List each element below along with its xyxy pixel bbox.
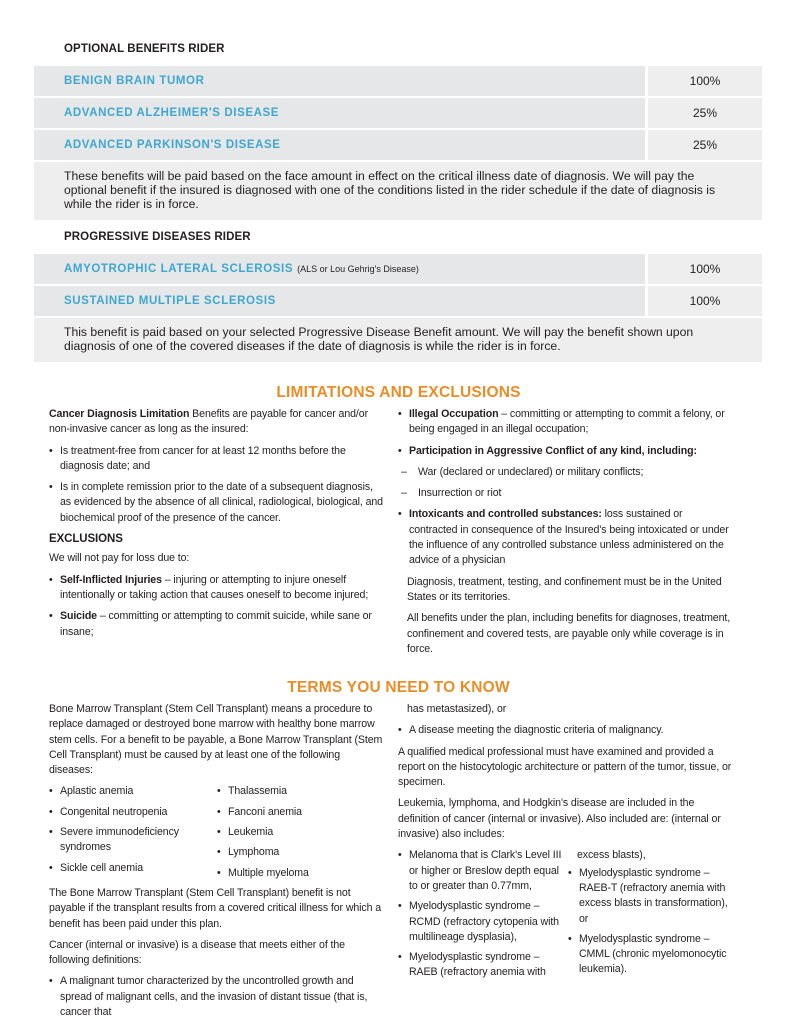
list-item — [398, 407, 733, 438]
terms-left-column — [49, 702, 385, 1024]
benefit-row — [34, 98, 762, 128]
exclusion-text: loss sustained or contracted in consequence of the Insured's being intoxicated or under the influence of any controlled substance unless administered on the advice of a physician — [409, 508, 729, 567]
list-item: • Leukemia — [217, 825, 385, 840]
included-conditions-list — [398, 848, 733, 985]
progressive-rider-note: This benefit is paid based on your selected Progressive Disease Benefit amount. We will pay the benefit shown upon diagnosis of one of the covered diseases if the date of diagnosis is while the rider is in force. — [34, 318, 762, 362]
qualified-professional: A qualified medical professional must have examined and provided a report on the histocytologic architecture or pattern of the tumor, tissue, or specimen. — [398, 745, 732, 789]
coverage-text: All benefits under the plan, including benefits for diagnoses, treatment, confinement and covered tests, are payable only while coverage is in force. — [407, 612, 731, 655]
terms-title: TERMS YOU NEED TO KNOW — [287, 679, 510, 696]
benefit-name: ADVANCED PARKINSON'S DISEASE — [34, 130, 645, 160]
benefit-percent: 100% — [648, 66, 762, 96]
list-item — [398, 444, 733, 459]
benefit-percent: 100% — [648, 254, 762, 284]
list-item: • Thalassemia — [217, 784, 385, 799]
list-item: • Multiple myeloma — [217, 866, 385, 881]
sub-list-item: – War (declared or undeclared) or military conflicts; — [398, 465, 733, 480]
benefit-percent: 100% — [648, 286, 762, 316]
exclusion-heading: Illegal Occupation — [409, 408, 499, 420]
limitations-right-column — [398, 407, 733, 663]
cancer-limitation-heading: Cancer Diagnosis Limitation — [49, 408, 190, 420]
limitations-title: LIMITATIONS AND EXCLUSIONS — [276, 384, 521, 401]
exclusions-heading: EXCLUSIONS — [49, 533, 123, 546]
optional-rider-note: These benefits will be paid based on the face amount in effect on the critical illness date of diagnosis. We will pay the optional benefit if the insured is diagnosed with one of the conditions listed in the rider schedule if the date of diagnosis is while the rider is in force. — [34, 162, 762, 220]
leukemia-definition: Leukemia, lymphoma, and Hodgkin's disease are included in the definition of cancer (internal or invasive). Also included are: (internal or invasive) also includes: — [398, 797, 721, 841]
list-item: • Myelodysplastic syndrome – RAEB (refractory anemia with — [398, 950, 562, 981]
list-item: • Aplastic anemia — [49, 784, 217, 799]
bmt-not-payable: The Bone Marrow Transplant (Stem Cell Transplant) benefit is not payable if the transplant results from a covered critical illness for which a benefit has been paid under this plan. — [49, 886, 382, 930]
benefit-name: BENIGN BRAIN TUMOR — [34, 66, 645, 96]
benefit-name-text: AMYOTROPHIC LATERAL SCLEROSIS — [64, 263, 294, 275]
list-item: • Severe immunodeficiency syndromes — [49, 825, 217, 856]
sub-list-item: – Insurrection or riot — [398, 486, 733, 501]
exclusion-text: – committing or attempting to commit a felony, or being engaged in an illegal occupation; — [409, 408, 725, 436]
bmt-disease-list — [49, 784, 385, 885]
exclusion-text: – committing or attempting to commit suicide, while sane or insane; — [60, 610, 372, 638]
benefit-name-suffix: (ALS or Lou Gehrig's Disease) — [297, 264, 419, 274]
benefit-name — [34, 254, 645, 284]
cancer-definition: Cancer (internal or invasive) is a disease that meets either of the following definitions: — [49, 938, 345, 967]
list-item: • Myelodysplastic syndrome – RAEB-T (refractory anemia with excess blasts in transformation), or — [568, 866, 728, 927]
exclusion-heading: Intoxicants and controlled substances: — [409, 508, 602, 521]
benefit-percent: 25% — [648, 130, 762, 160]
list-item: • A disease meeting the diagnostic criteria of malignancy. — [398, 723, 733, 738]
benefit-name: SUSTAINED MULTIPLE SCLEROSIS — [34, 286, 645, 316]
list-item: • Myelodysplastic syndrome – CMML (chronic myelomonocytic leukemia). — [568, 932, 728, 978]
optional-rider-title: OPTIONAL BENEFITS RIDER — [64, 43, 225, 55]
list-item: • Fanconi anemia — [217, 805, 385, 820]
benefit-percent: 25% — [648, 98, 762, 128]
list-item: • Is in complete remission prior to the date of a subsequent diagnosis, as evidenced by the absence of all clinical, radiological, biological, and biochemical proof of the presence of the cancer. — [49, 480, 384, 526]
benefit-row — [34, 66, 762, 96]
exclusions-intro: We will not pay for loss due to: — [49, 552, 190, 565]
list-item: • Congenital neutropenia — [49, 805, 217, 820]
benefit-row — [34, 254, 762, 284]
exclusion-heading: Participation in Aggressive Conflict of any kind, including: — [409, 444, 697, 457]
exclusion-text: – injuring or attempting to injure oneself intentionally or taking action that causes oneself to become injured; — [60, 573, 369, 601]
cancer-limitation-text: Benefits are payable for cancer and/or non-invasive cancer as long as the insured: — [49, 408, 369, 436]
territory-text: Diagnosis, treatment, testing, and confinement must be in the United States or its territories. — [407, 575, 722, 603]
bmt-definition: Bone Marrow Transplant (Stem Cell Transplant) means a procedure to replace damaged or destroyed bone marrow with healthy bone marrow stem cells. For a benefit to be payable, a Bone Marrow Transplant (Stem Cell Transplant) must be caused by at least one of the following diseases: — [49, 703, 383, 777]
list-item: • Sickle cell anemia — [49, 861, 217, 876]
terms-right-column — [398, 702, 733, 986]
list-item — [49, 573, 384, 604]
list-item — [49, 609, 384, 640]
cancer-limitation — [49, 407, 384, 438]
exclusion-heading: Self-Inflicted Injuries — [60, 573, 162, 586]
benefit-row — [34, 286, 762, 316]
list-item: • Is treatment-free from cancer for at least 12 months before the diagnosis date; and — [49, 444, 384, 475]
benefit-row — [34, 130, 762, 160]
benefit-name: ADVANCED ALZHEIMER'S DISEASE — [34, 98, 645, 128]
list-item: • A malignant tumor characterized by the uncontrolled growth and spread of malignant cells, and the invasion of distant tissue (that is, cancer that — [49, 974, 385, 1020]
list-item — [398, 507, 733, 568]
list-item: • Lymphoma — [217, 845, 385, 860]
exclusion-heading: Suicide — [60, 610, 97, 623]
list-item-continued: has metastasized), or — [407, 703, 507, 715]
list-item-continued: excess blasts), — [577, 849, 646, 862]
list-item: • Myelodysplastic syndrome – RCMD (refractory cytopenia with multilineage dysplasia), — [398, 899, 562, 945]
list-item: • Melanoma that is Clark's Level III or higher or Breslow depth equal to or greater than 0.77mm, — [398, 848, 562, 894]
limitations-left-column — [49, 407, 384, 646]
progressive-rider-title: PROGRESSIVE DISEASES RIDER — [64, 231, 251, 243]
